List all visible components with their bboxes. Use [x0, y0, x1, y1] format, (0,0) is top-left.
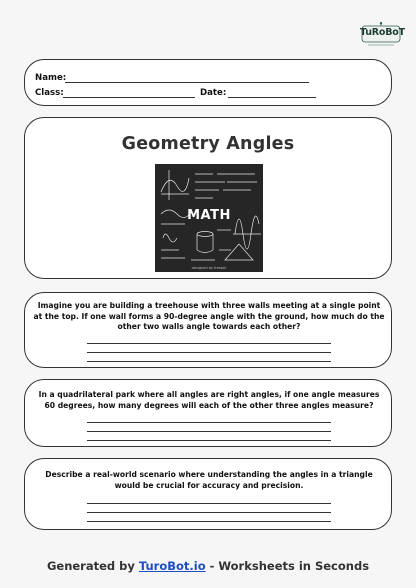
- answer-line[interactable]: [87, 521, 331, 522]
- date-field[interactable]: [228, 97, 316, 98]
- answer-line[interactable]: [87, 503, 331, 504]
- footer-prefix: Generated by: [46, 559, 139, 573]
- name-label: Name:: [35, 73, 67, 83]
- image-credit: designed by freepik: [191, 266, 227, 270]
- question-text-3: Describe a real-world scenario where understanding the angles in a triangle would be crucial for accuracy and precision.: [45, 470, 373, 490]
- question-card-1: [24, 292, 392, 368]
- name-field[interactable]: [65, 82, 309, 83]
- answer-line[interactable]: [87, 361, 331, 362]
- footer: [0, 559, 416, 573]
- answer-line[interactable]: [87, 431, 331, 432]
- math-word: MATH: [187, 208, 231, 223]
- footer-suffix: - Worksheets in Seconds: [205, 559, 370, 573]
- title-card: [24, 117, 392, 279]
- student-info-card: [24, 59, 392, 106]
- question-card-2: [24, 379, 392, 447]
- class-field[interactable]: [63, 97, 195, 98]
- question-text-2: In a quadrilateral park where all angles are right angles, if one angle measures 60 degrees, how many degrees will each of the other three angles measure?: [38, 390, 380, 410]
- answer-line[interactable]: [87, 512, 331, 513]
- answer-line[interactable]: [87, 352, 331, 353]
- answer-line[interactable]: [87, 422, 331, 423]
- worksheet-title: Geometry Angles: [121, 134, 295, 154]
- question-card-3: [24, 458, 392, 530]
- turobot-link[interactable]: TuroBot.io: [138, 559, 206, 573]
- math-chalkboard-image: [155, 164, 263, 272]
- logo-text: TuRoBoT: [360, 27, 405, 38]
- date-label: Date:: [200, 88, 227, 98]
- turobot-logo: [360, 22, 405, 48]
- answer-line[interactable]: [87, 440, 331, 441]
- question-text-1: Imagine you are building a treehouse with three walls meeting at a single point at the top. If one wall forms a 90-degree angle with the ground, how much do the other two walls angle towards each other?: [33, 301, 385, 331]
- answer-line[interactable]: [87, 343, 331, 344]
- class-label: Class:: [35, 88, 64, 98]
